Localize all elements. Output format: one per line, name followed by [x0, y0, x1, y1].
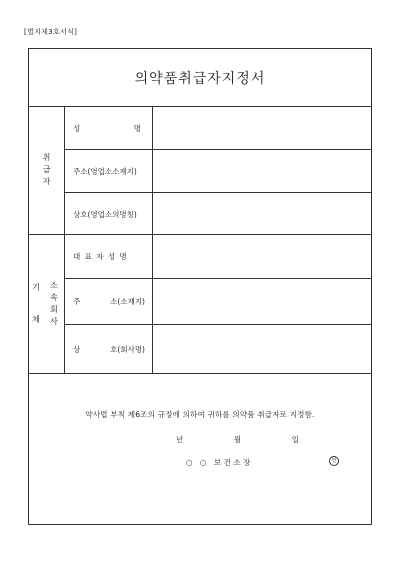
issuing-office: ○ ○ 보건소장: [186, 458, 253, 467]
declaration-area: [29, 374, 371, 524]
handler-side-char: 취: [42, 153, 51, 162]
seal-mark: 인: [329, 456, 339, 466]
document-title: 의약품취급자지정서: [29, 49, 371, 107]
handler-side-char: 자: [42, 177, 51, 186]
label-text: 호(회사명): [110, 345, 145, 354]
handler-name-row: [65, 107, 371, 150]
handler-business-field[interactable]: [153, 193, 371, 235]
company-name-label: [65, 325, 153, 374]
date-year-label: 년: [176, 435, 184, 444]
handler-business-label: 상호(영업소의명칭): [65, 193, 153, 235]
company-address-label: [65, 279, 153, 324]
handler-name-label: [65, 107, 153, 149]
handler-side-label: [29, 107, 65, 234]
handler-address-row: [65, 150, 371, 193]
label-char: 성: [73, 123, 81, 133]
affiliation-inner-char: 회: [50, 305, 58, 314]
affiliation-inner-char: 속: [50, 293, 58, 302]
date-month-label: 월: [233, 435, 242, 444]
declaration-text: 약사법 부칙 제6조의 규정에 의하여 귀하를 의약품 취급자로 지정함.: [85, 410, 315, 419]
affiliation-inner-char: 사: [50, 317, 58, 326]
representative-label: 대 표 자 성 명: [65, 235, 153, 278]
issue-date: [176, 434, 299, 445]
form-number-tag: [별지제3호서식]: [24, 28, 78, 36]
handler-address-label: 주소(영업소소재지): [65, 150, 153, 192]
certificate-frame: [28, 48, 372, 525]
affiliation-inner-char: 소: [50, 281, 58, 290]
handler-address-field[interactable]: [153, 150, 371, 192]
representative-field[interactable]: [153, 235, 371, 278]
company-name-field[interactable]: [153, 325, 371, 374]
affiliation-side-label: [29, 235, 65, 373]
affiliation-section: [29, 235, 371, 374]
handler-section: [29, 107, 371, 235]
handler-name-field[interactable]: [153, 107, 371, 149]
date-day-label: 일: [291, 435, 299, 444]
label-char: 명: [133, 123, 141, 133]
company-address-field[interactable]: [153, 279, 371, 324]
handler-business-row: [65, 193, 371, 235]
representative-row: [65, 235, 371, 279]
company-address-row: [65, 279, 371, 325]
label-text: 소(소재지): [110, 297, 145, 306]
affiliation-outer-char: 기: [32, 283, 40, 292]
affiliation-outer-char: 체: [32, 315, 40, 324]
handler-side-char: 급: [42, 165, 51, 174]
label-char: 주: [73, 297, 81, 306]
company-name-row: [65, 325, 371, 374]
label-char: 상: [73, 345, 81, 354]
